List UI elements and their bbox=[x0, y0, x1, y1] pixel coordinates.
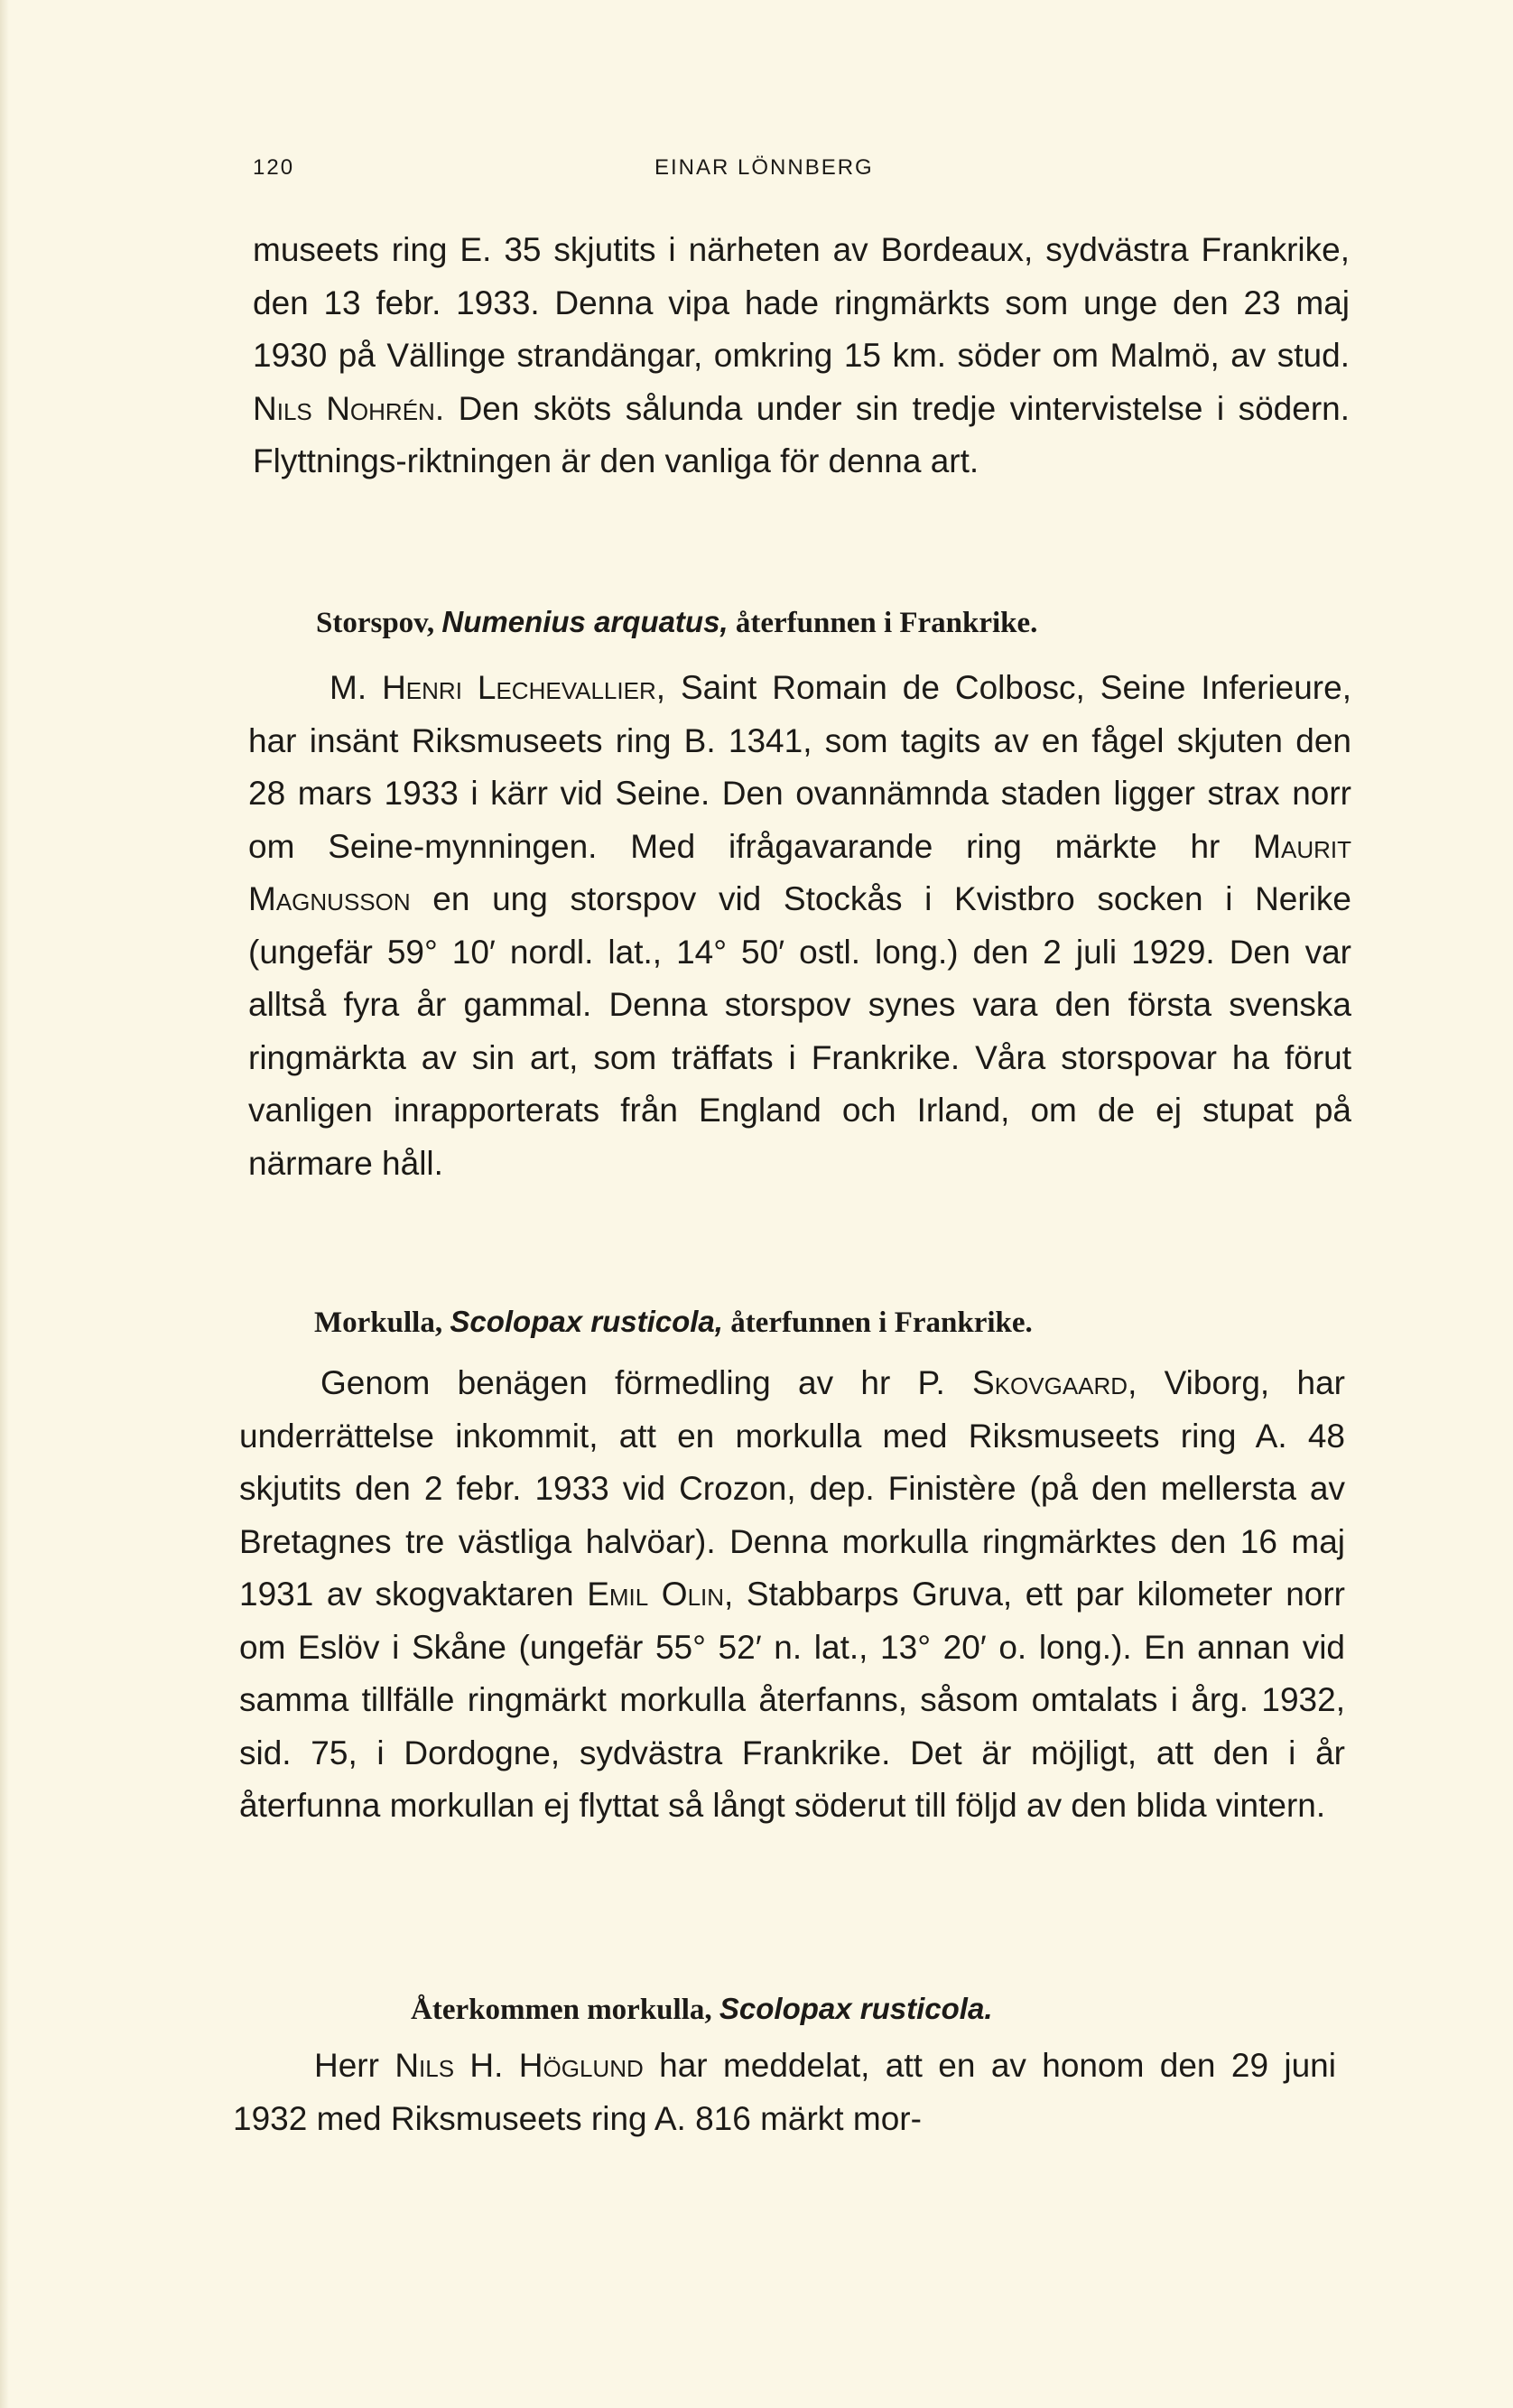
person-name: Nils H. Höglund bbox=[394, 2047, 644, 2084]
section-heading-morkulla: Morkulla, Scolopax rusticola, återfunnen i Frankrike. bbox=[314, 1305, 1033, 1339]
person-name: Henri Lechevallier bbox=[382, 669, 656, 706]
page-number: 120 bbox=[253, 155, 295, 180]
page-edge bbox=[0, 0, 9, 2408]
running-head bbox=[253, 155, 1354, 191]
scientific-name: Numenius arquatus, bbox=[441, 605, 729, 638]
storspov-paragraph: M. Henri Lechevallier, Saint Romain de Colbosc, Seine Inferieure, har insänt Riksmuseets ring B. 1341, som tagits av en fågel skjuten den 28 mars 1933 i kärr vid Seine. Den ovannämnda staden ligger strax norr om Seine-mynningen. Med ifrågavarande ring märkte hr Maurit Magnusson en ung storspov vid Stockås i Kvistbro socken i Nerike (ungefär 59° 10′ nordl. lat., 14° 50′ ostl. long.) den 2 juli 1929. Den var alltså fyra år gammal. Denna storspov synes vara den första svenska ringmärkta av sin art, som träffats i Frankrike. Våra storspovar ha förut vanligen inrapporterats från England och Irland, om de ej stupat på närmare håll. bbox=[248, 669, 1351, 1182]
scientific-name: Scolopax rusticola, bbox=[450, 1305, 723, 1338]
scientific-name: Scolopax rusticola. bbox=[719, 1992, 993, 2025]
aterkommen-paragraph: Herr Nils H. Höglund har meddelat, att en av honom den 29 juni 1932 med Riksmuseets ring A. 816 märkt mor- bbox=[233, 2047, 1336, 2137]
section-heading-storspov: Storspov, Numenius arquatus, återfunnen i Frankrike. bbox=[316, 605, 1038, 639]
morkulla-paragraph: Genom benägen förmedling av hr P. Skovgaard, Viborg, har underrättelse inkommit, att en morkulla med Riksmuseets ring A. 48 skjutits den 2 febr. 1933 vid Crozon, dep. Finistère (på den mellersta av Bretagnes tre västliga halvöar). Denna morkulla ringmärktes den 16 maj 1931 av skogvaktaren Emil Olin, Stabbarps Gruva, ett par kilometer norr om Eslöv i Skåne (ungefär 55° 52′ n. lat., 13° 20′ o. long.). En annan vid samma tillfälle ringmärkt morkulla återfanns, såsom omtalats i årg. 1932, sid. 75, i Dordogne, sydvästra Frankrike. Det är möjligt, att den i år återfunna morkullan ej flyttat så långt söderut till följd av den blida vintern. bbox=[239, 1364, 1346, 1824]
intro-paragraph: museets ring E. 35 skjutits i närheten av Bordeaux, sydvästra Frankrike, den 13 febr. 1933. Denna vipa hade ringmärkts som unge den 23 maj 1930 på Vällinge strandängar, omkring 15 km. söder om Malmö, av stud. Nils Nohrén. Den sköts sålunda under sin tredje vintervistelse i södern. Flyttnings-riktningen är den vanliga för denna art. bbox=[253, 231, 1351, 479]
person-name: Emil Olin bbox=[587, 1576, 725, 1613]
person-name: Maurit Magnusson bbox=[248, 827, 1351, 917]
person-name: Nils Nohrén bbox=[253, 389, 435, 427]
person-name: Skovgaard bbox=[972, 1364, 1128, 1401]
section-heading-aterkommen: Återkommen morkulla, Scolopax rusticola. bbox=[411, 1992, 993, 2026]
running-head-author: EINAR LÖNNBERG bbox=[654, 155, 874, 180]
